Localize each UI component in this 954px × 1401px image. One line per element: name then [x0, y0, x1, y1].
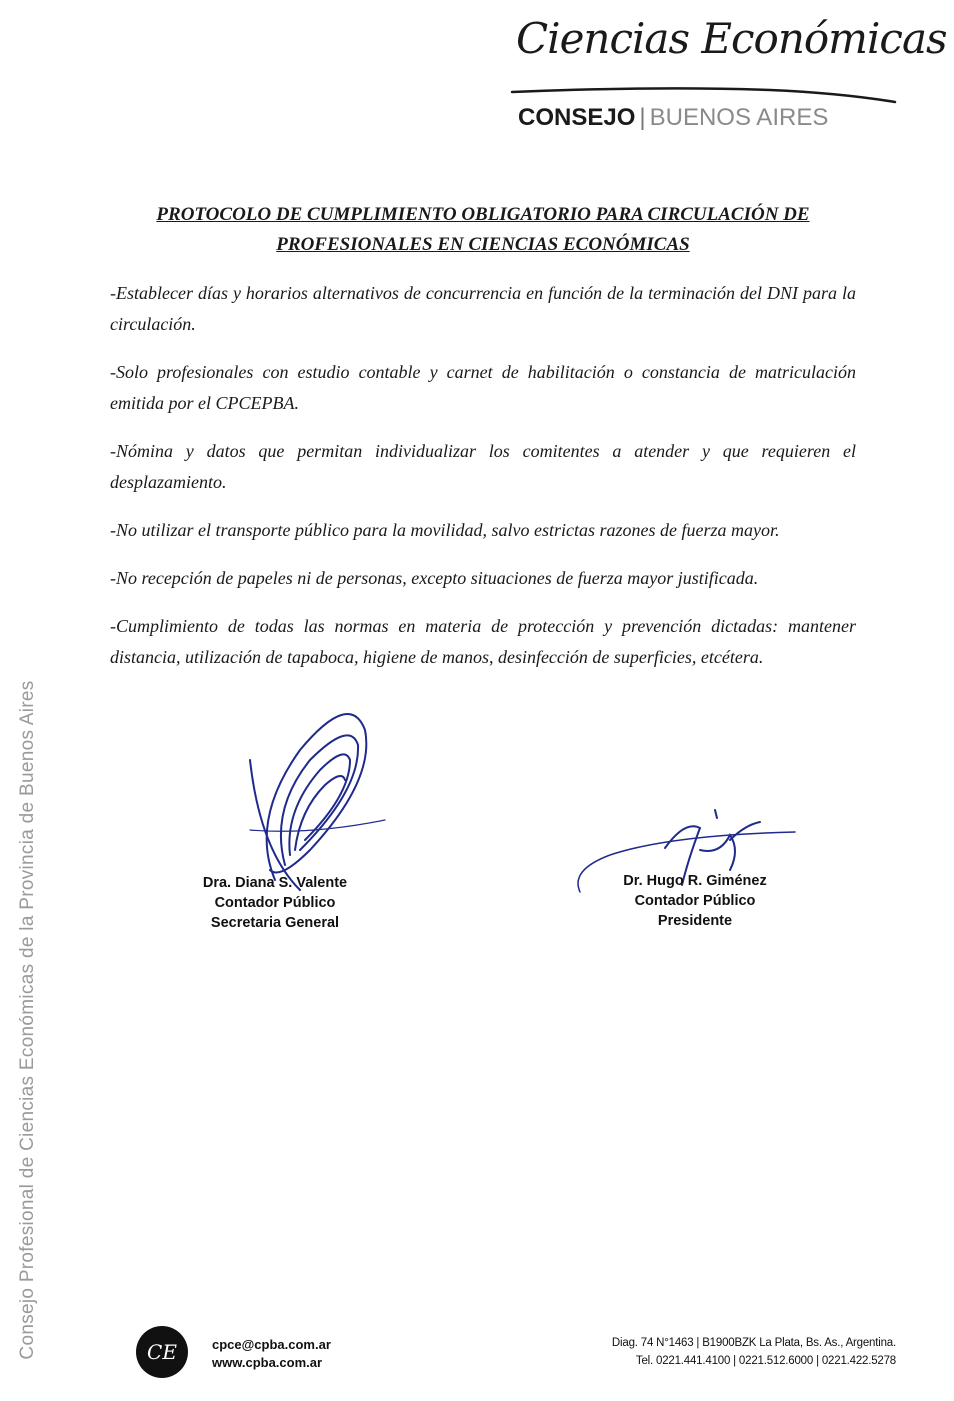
signature-left	[180, 873, 370, 933]
footer-address	[612, 1334, 896, 1370]
signature-position: Presidente	[657, 913, 733, 929]
document-title	[110, 200, 856, 260]
paragraph: -No utilizar el transporte público para la movilidad, salvo estrictas razones de fuerza mayor.	[110, 520, 780, 540]
paragraph: -Cumplimiento de todas las normas en materia de protección y prevención dictadas: mantener distancia, utilización de tapaboca, higiene de manos, desinfección de superficies, etcétera.	[110, 616, 856, 667]
paragraph: -Solo profesionales con estudio contable y carnet de habilitación o constancia de matriculación emitida por el CPCEPBA.	[110, 362, 856, 413]
signature-name: Dr. Hugo R. Giménez	[623, 873, 767, 889]
paragraph: -No recepción de papeles ni de personas, excepto situaciones de fuerza mayor justificada.	[110, 568, 759, 588]
header-logo	[510, 14, 947, 139]
sidebar-vertical-text: Consejo Profesional de Ciencias Económicas de la Provincia de Buenos Aires	[17, 680, 38, 1360]
signature-position: Secretaria General	[210, 915, 340, 931]
footer-email[interactable]: cpce@cpba.com.ar	[212, 1337, 331, 1352]
signature-name: Dra. Diana S. Valente	[202, 875, 348, 891]
footer-address-line: Diag. 74 N°1463 | B1900BZK La Plata, Bs. As., Argentina.	[611, 1337, 896, 1349]
logo-underline	[510, 84, 900, 104]
document-body	[110, 278, 856, 690]
footer-logo: CE	[136, 1326, 188, 1378]
logo-script-text: Ciencias Económicas	[516, 14, 947, 63]
paragraph: -Nómina y datos que permitan individualizar los comitentes a atender y que requieren el desplazamiento.	[110, 441, 856, 492]
footer-contact	[212, 1336, 331, 1372]
signature-left-scribble	[190, 700, 400, 900]
logo-consejo	[518, 104, 828, 132]
footer-website[interactable]: www.cpba.com.ar	[212, 1355, 323, 1370]
signature-role: Contador Público	[214, 895, 336, 911]
logo-separator: |	[639, 104, 646, 131]
logo-bold-text: CONSEJO	[518, 104, 636, 131]
signature-right	[600, 871, 790, 931]
title-line-2: PROFESIONALES EN CIENCIAS ECONÓMICAS	[276, 234, 690, 255]
logo-light-text: BUENOS AIRES	[649, 104, 829, 131]
paragraph: -Establecer días y horarios alternativos de concurrencia en función de la terminación del DNI para la circulación.	[110, 283, 856, 334]
signature-role: Contador Público	[634, 893, 756, 909]
title-line-1: PROTOCOLO DE CUMPLIMIENTO OBLIGATORIO PARA CIRCULACIÓN DE	[156, 204, 810, 225]
footer-phones: Tel. 0221.441.4100 | 0221.512.6000 | 0221.422.5278	[635, 1355, 896, 1367]
